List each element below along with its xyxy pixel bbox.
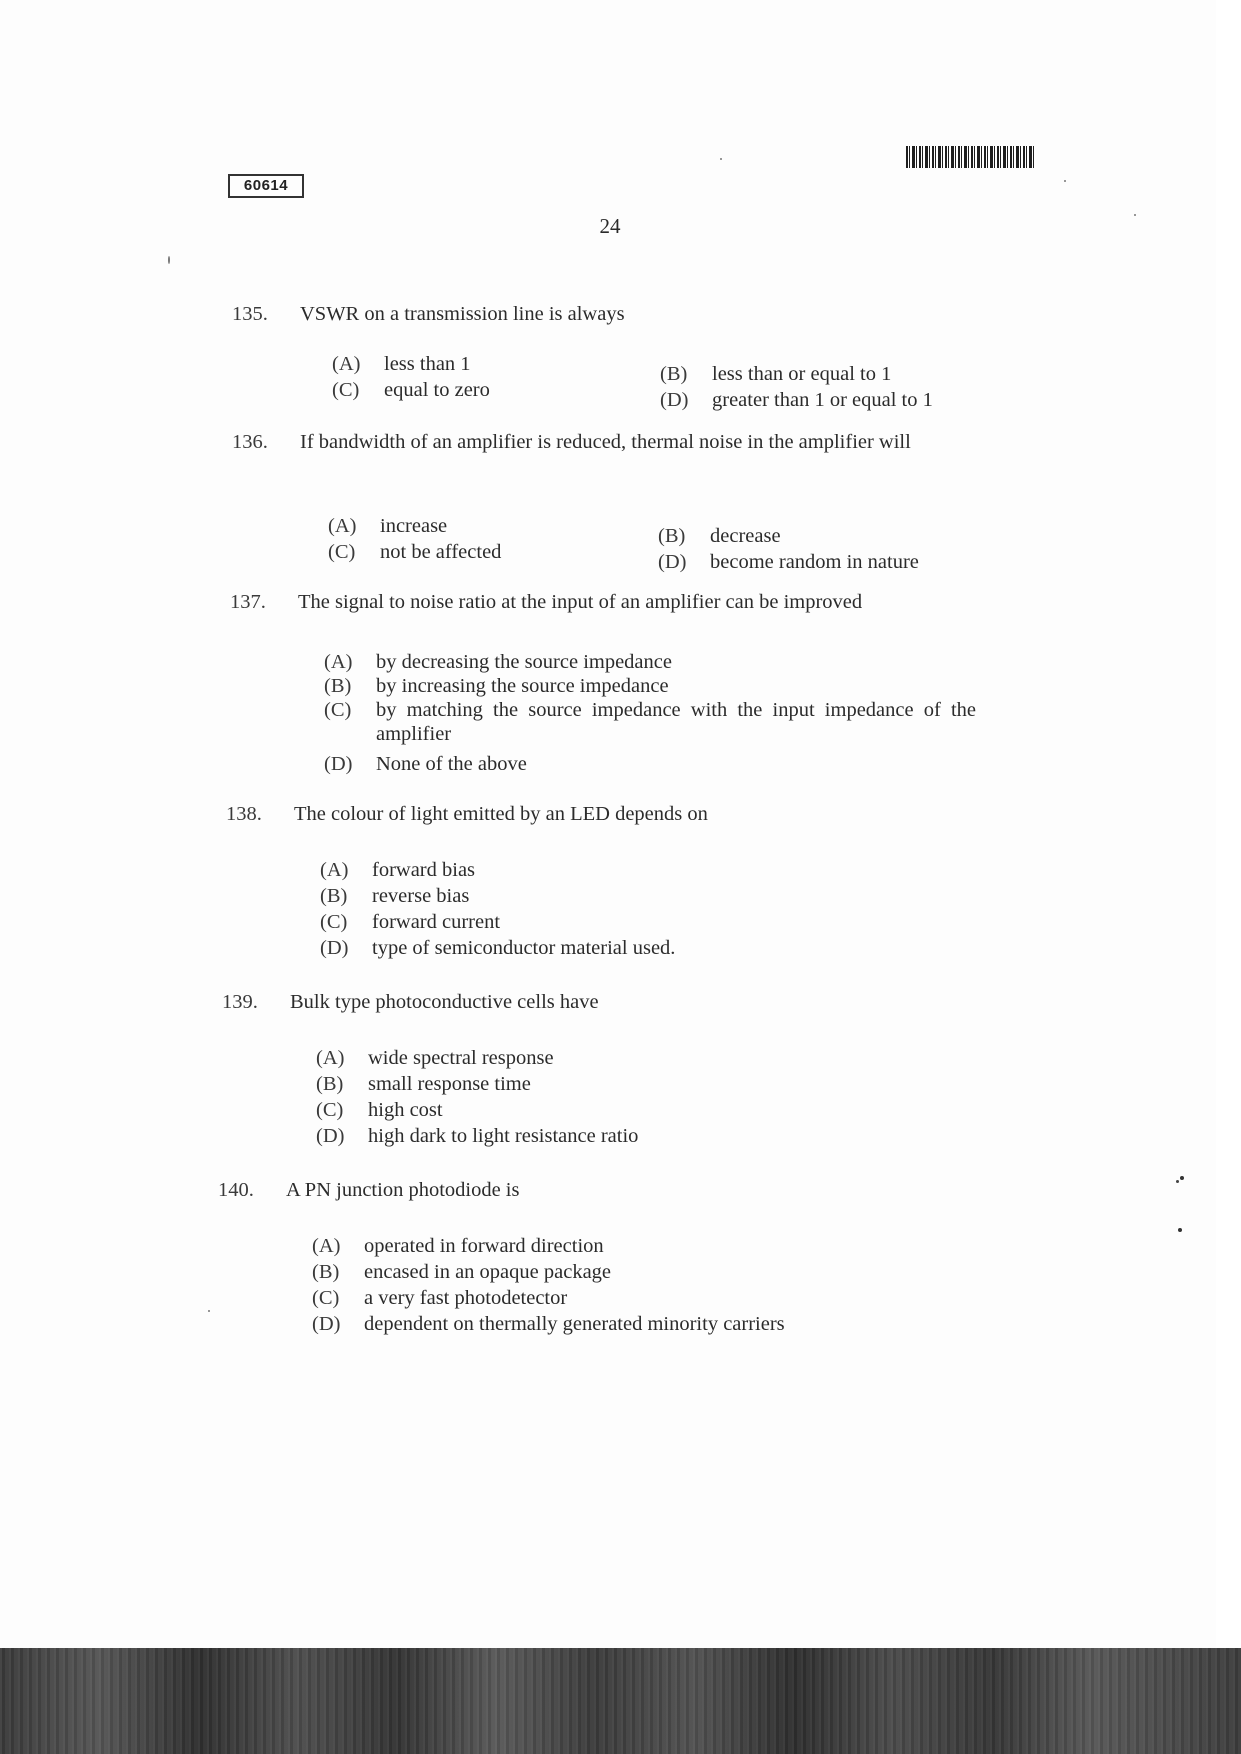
option-text: type of semiconductor material used. bbox=[372, 937, 676, 959]
option-text: high cost bbox=[368, 1099, 443, 1121]
option-letter: (C) bbox=[332, 379, 360, 401]
question-number: 140. bbox=[218, 1179, 254, 1201]
question-number: 138. bbox=[226, 803, 262, 825]
option-letter: (B) bbox=[312, 1261, 340, 1283]
option-letter: (D) bbox=[658, 551, 687, 573]
question-text: A PN junction photodiode is bbox=[286, 1179, 520, 1201]
page-number: 24 bbox=[599, 214, 621, 238]
option-text: increase bbox=[380, 515, 448, 537]
option-letter: (A) bbox=[320, 859, 349, 881]
question-number: 139. bbox=[222, 991, 258, 1013]
option-text: forward current bbox=[372, 911, 501, 933]
option-text: less than or equal to 1 bbox=[712, 363, 892, 385]
question-text: Bulk type photoconductive cells have bbox=[290, 991, 599, 1013]
option-letter: (B) bbox=[660, 363, 688, 385]
option-letter: (C) bbox=[320, 911, 348, 933]
option-text: by increasing the source impedance bbox=[376, 675, 669, 697]
scan-speck bbox=[1176, 1180, 1179, 1183]
option-text: reverse bias bbox=[372, 885, 470, 907]
option-text: operated in forward direction bbox=[364, 1235, 604, 1257]
question-text: If bandwidth of an amplifier is reduced, thermal noise in the amplifier will bbox=[300, 431, 911, 453]
option-letter: (D) bbox=[320, 937, 349, 959]
scan-speck bbox=[720, 158, 722, 160]
scan-speck bbox=[208, 1310, 210, 1312]
scan-speck bbox=[1180, 1176, 1184, 1180]
option-letter: (A) bbox=[316, 1047, 345, 1069]
option-letter: (C) bbox=[328, 541, 356, 563]
option-text: equal to zero bbox=[384, 379, 490, 401]
option-text: greater than 1 or equal to 1 bbox=[712, 389, 933, 411]
barcode bbox=[906, 146, 1036, 168]
option-text: by decreasing the source impedance bbox=[376, 651, 672, 673]
option-text: encased in an opaque package bbox=[364, 1261, 612, 1283]
option-letter: (B) bbox=[320, 885, 348, 907]
scanner-edge bbox=[0, 1648, 1241, 1754]
option-letter: (C) bbox=[324, 699, 352, 721]
option-text: None of the above bbox=[376, 753, 527, 775]
scan-speck bbox=[168, 256, 170, 264]
option-letter: (A) bbox=[328, 515, 357, 537]
option-letter: (A) bbox=[312, 1235, 341, 1257]
option-letter: (C) bbox=[312, 1287, 340, 1309]
option-letter: (B) bbox=[658, 525, 686, 547]
option-text: dependent on thermally generated minority carriers bbox=[364, 1313, 785, 1335]
question-text: The colour of light emitted by an LED depends on bbox=[294, 803, 708, 825]
option-text: forward bias bbox=[372, 859, 476, 881]
option-text: by matching the source impedance with the input impedance of the amplifier bbox=[376, 699, 976, 745]
option-letter: (D) bbox=[316, 1125, 345, 1147]
option-text: less than 1 bbox=[384, 353, 471, 375]
question-text: VSWR on a transmission line is always bbox=[300, 303, 625, 325]
option-text: become random in nature bbox=[710, 551, 919, 573]
option-text: not be affected bbox=[380, 541, 502, 563]
option-letter: (C) bbox=[316, 1099, 344, 1121]
paper-code: 60614 bbox=[228, 174, 304, 198]
option-letter: (D) bbox=[324, 753, 353, 775]
option-text: high dark to light resistance ratio bbox=[368, 1125, 639, 1147]
option-letter: (B) bbox=[324, 675, 352, 697]
scan-speck bbox=[1134, 214, 1136, 216]
option-letter: (A) bbox=[324, 651, 353, 673]
option-text: small response time bbox=[368, 1073, 531, 1095]
option-letter: (D) bbox=[660, 389, 689, 411]
option-letter: (B) bbox=[316, 1073, 344, 1095]
scan-speck bbox=[1064, 180, 1066, 182]
scan-margin bbox=[1216, 0, 1241, 1648]
question-number: 136. bbox=[232, 431, 268, 453]
option-text: a very fast photodetector bbox=[364, 1287, 568, 1309]
option-text: wide spectral response bbox=[368, 1047, 554, 1069]
scan-speck bbox=[1178, 1228, 1182, 1232]
option-text: decrease bbox=[710, 525, 781, 547]
option-letter: (A) bbox=[332, 353, 361, 375]
question-number: 137. bbox=[230, 591, 266, 613]
question-text: The signal to noise ratio at the input of an amplifier can be improved bbox=[298, 591, 863, 613]
option-letter: (D) bbox=[312, 1313, 341, 1335]
question-number: 135. bbox=[232, 303, 268, 325]
